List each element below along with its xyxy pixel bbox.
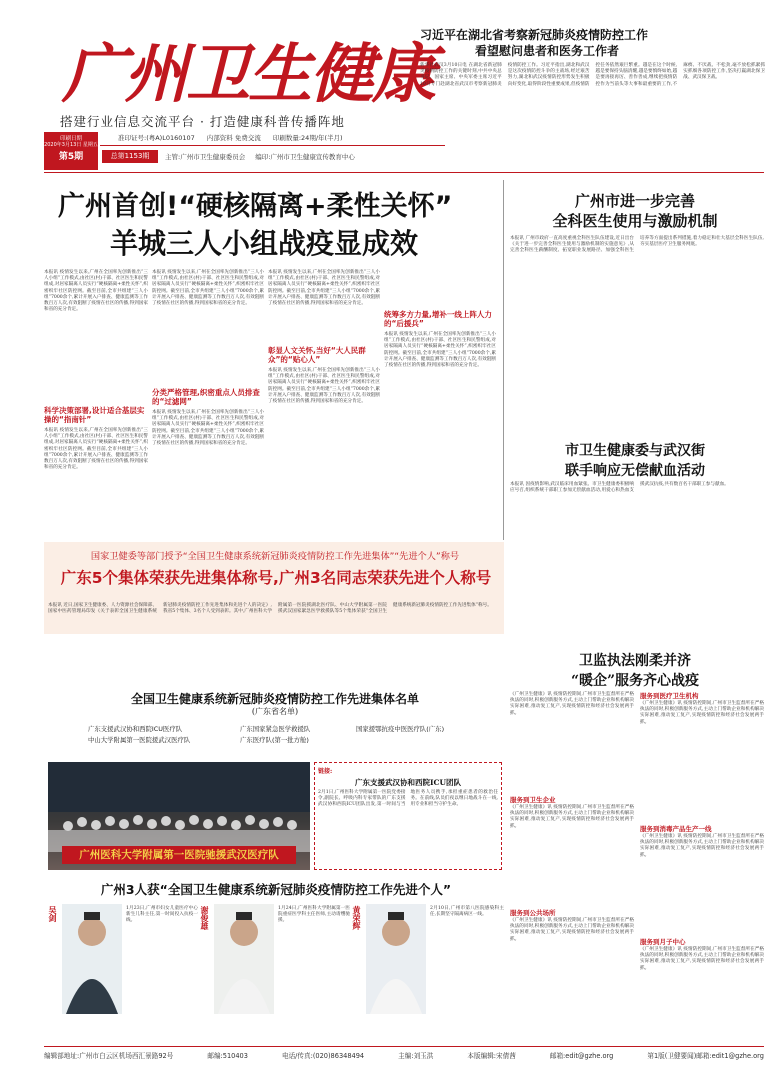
person-card <box>352 902 504 1018</box>
right3-columns <box>510 692 764 1032</box>
right3-label: 服务到卫生企业 <box>510 796 556 804</box>
person-bio: 1月24日,广州医科大学附属第一医院重症医学科主任医师,主动请缨驰援。 <box>278 906 350 924</box>
group-item: 中山大学附属第一医院援武汉医疗队 <box>88 736 191 744</box>
right3-label: 服务到医疗卫生机构 <box>640 692 699 700</box>
person-photo <box>62 904 122 1014</box>
total-issue-badge: 总第1153期 <box>102 150 158 163</box>
footer <box>44 1050 764 1064</box>
lead-body-3: 本报讯 疫情发生以来,广州在全国率先创新推出“三人小组”工作模式,由社区(村)干部、社区医生和民警组成,对居家隔离人员实行“硬核隔离+柔性关怀”,织密织牢社区防控网。截至目前,全市共组建“三人小组”7000余个,累计开展入户排查、健康监测等工作数百万人次,有效阻断了疫情在社区的传播,得到国家和省的充分肯定。 <box>268 270 380 307</box>
lead-body-1: 本报讯 疫情发生以来,广州在全国率先创新推出“三人小组”工作模式,由社区(村)干部、社区医生和民警组成,对居家隔离人员实行“硬核隔离+柔性关怀”,织密织牢社区防控网。截至目前,全市共组建“三人小组”7000余个,累计开展入户排查、健康监测等工作数百万人次,有效阻断了疫情在社区的传播,得到国家和省的充分肯定。 <box>44 270 148 313</box>
masthead-meta-row <box>118 133 443 142</box>
right3-label: 服务到公共场所 <box>510 909 556 917</box>
footer-email: 邮箱:edit@gzhe.org <box>549 1052 614 1060</box>
person-name: 吴剑 <box>48 906 58 922</box>
lead-col-1 <box>44 270 148 560</box>
right3-title-1: 卫监执法刚柔并济 <box>579 653 691 669</box>
footer-page: 第1版(卫健要闻)邮箱:edit1@gzhe.org <box>647 1052 764 1060</box>
groups-region: (广东省名单) <box>251 707 299 716</box>
right3-body-b: 《广州卫生健康》讯 疫情防控期间,广州市卫生监督所在严格执法的同时,积极创新服务方式,主动上门帮助企业和机构解决实际困难,推动复工复产,实现疫情防控和经济社会发展两手抓。 <box>510 805 634 829</box>
right3-body-c: 《广州卫生健康》讯 疫情防控期间,广州市卫生监督所在严格执法的同时,积极创新服务方式,主动上门帮助企业和机构解决实际困难,推动复工复产,实现疫情防控和经济社会发展两手抓。 <box>510 918 634 942</box>
link-label: 链接: <box>318 768 333 775</box>
lead-col-4 <box>384 270 496 560</box>
footer-editor: 本版编辑:宋倩茜 <box>467 1052 516 1060</box>
group-item: 广东医疗队(第一批方舱) <box>240 736 309 744</box>
right1-title-2: 全科医生使用与激励机制 <box>552 212 718 230</box>
person-photo <box>214 904 274 1014</box>
groups-list <box>60 724 500 754</box>
lead-sub-3: 彰显人文关怀,当好“大人民群众”的“贴心人” <box>268 346 366 364</box>
lead-body-1b: 本报讯 疫情发生以来,广州在全国率先创新推出“三人小组”工作模式,由社区(村)干部、社区医生和民警组成,对居家隔离人员实行“硬核隔离+柔性关怀”,织密织牢社区防控网。截至目前,全市共组建“三人小组”7000余个,累计开展入户排查、健康监测等工作数百万人次,有效阻断了疫情在社区的传播,得到国家和省的充分肯定。 <box>44 428 148 471</box>
person-bio: 1月23日,广州市妇女儿童医疗中心新生儿科主任,第一时间投入抗疫一线。 <box>126 906 198 924</box>
logo-text: 广州卫生健康 <box>62 37 434 112</box>
header-divider <box>44 172 764 173</box>
masthead-rule <box>100 145 445 146</box>
host: 主管:广州市卫生健康委员会 <box>165 153 246 161</box>
lead-sub-1: 科学决策部署,设计适合基层实操的“指南针” <box>44 406 145 424</box>
masthead-logo <box>60 28 434 112</box>
footer-chief: 主编:刘玉洪 <box>398 1052 434 1060</box>
groups-title: 全国卫生健康系统新冠肺炎疫情防控工作先进集体名单 <box>130 692 419 706</box>
lead-body-4: 本报讯 疫情发生以来,广州在全国率先创新推出“三人小组”工作模式,由社区(村)干部、社区医生和民警组成,对居家隔离人员实行“硬核隔离+柔性关怀”,织密织牢社区防控网。截至目前,全市共组建“三人小组”7000余个,累计开展入户排查、健康监测等工作数百万人次,有效阻断了疫情在社区的传播,得到国家和省的充分肯定。 <box>384 332 496 369</box>
persons-title: 广州3人获“全国卫生健康系统新冠肺炎疫情防控工作先进个人” <box>100 882 452 897</box>
editor-unit: 编印:广州市卫生健康宣传教育中心 <box>255 153 355 161</box>
right3-body-a: 《广州卫生健康》讯 疫情防控期间,广州市卫生监督所在严格执法的同时,积极创新服务方式,主动上门帮助企业和机构解决实际困难,推动复工复产,实现疫情防控和经济社会发展两手抓。 <box>510 692 634 716</box>
group-item: 广东支援武汉协和西院ICU医疗队 <box>88 725 183 733</box>
right2-title-1: 市卫生健康委与武汉街 <box>565 443 705 459</box>
group-item: 国家援鄂抗疫中医医疗队(广东) <box>356 725 445 733</box>
lead-title-2: 羊城三人小组战疫显成效 <box>110 227 419 260</box>
lead-sub-2: 分类严格管理,织密重点人员排查的“过滤网” <box>152 388 260 406</box>
person-card <box>200 902 350 1018</box>
issue-date-label: 印刷日期 <box>59 136 82 142</box>
team-banner: 广州医科大学附属第一医院驰援武汉医疗队 <box>62 846 296 864</box>
lead-col-3 <box>268 270 380 560</box>
honor-body: 本报讯 近日,国家卫生健康委、人力资源社会保障部、国家中医药管理局印发《关于表彰全国卫生健康系统新冠肺炎疫情防控工作先进集体和先进个人的决定》,我省5个集体、3名个人受到表彰。其中,广州医科大学附属第一医院援湖北医疗队、中山大学附属第一医院援武汉国家紧急医学救援队等5个集体荣获“全国卫生健康系统新冠肺炎疫情防控工作先进集体”称号。 <box>48 603 492 615</box>
link-box <box>314 762 502 870</box>
lead-body-2: 本报讯 疫情发生以来,广州在全国率先创新推出“三人小组”工作模式,由社区(村)干部、社区医生和民警组成,对居家隔离人员实行“硬核隔离+柔性关怀”,织密织牢社区防控网。截至目前,全市共组建“三人小组”7000余个,累计开展入户排查、健康监测等工作数百万人次,有效阻断了疫情在社区的传播,得到国家和省的充分肯定。 <box>152 270 264 307</box>
person-name: 黄荣辉 <box>352 906 362 930</box>
person-photo <box>366 904 426 1014</box>
internal-note: 内部资料 免费交流 <box>206 134 261 142</box>
right2-body: 本报讯 因疫情影响,武汉临床用血紧张。市卫生健康委积极响应号召,组织系统干部职工参加无偿献血活动,用爱心和热血支援武汉抗疫,共有数百名干部职工参与献血。 <box>510 482 729 494</box>
masthead-slogan: 搭建行业信息交流平台 · 打造健康科普传播阵地 <box>60 114 345 129</box>
issue-box <box>44 132 98 170</box>
footer-zip: 邮编:510403 <box>207 1052 248 1060</box>
lead-sub-4: 统筹多方力量,增补一线上阵人力的“后援兵” <box>384 310 492 328</box>
right1-title-1: 广州市进一步完善 <box>574 192 695 210</box>
right3-body-e: 《广州卫生健康》讯 疫情防控期间,广州市卫生监督所在严格执法的同时,积极创新服务方式,主动上门帮助企业和机构解决实际困难,推动复工复产,实现疫情防控和经济社会发展两手抓。 <box>640 834 764 858</box>
person-card <box>48 902 198 1018</box>
col-divider <box>503 180 504 540</box>
person-bio: 2月10日,广州市第八医院感染科主任,长期坚守隔离病区一线。 <box>430 906 504 918</box>
right3-body-f: 《广州卫生健康》讯 疫情防控期间,广州市卫生监督所在严格执法的同时,积极创新服务方式,主动上门帮助企业和机构解决实际困难,推动复工复产,实现疫情防控和经济社会发展两手抓。 <box>640 947 764 971</box>
right3-title-2: “暖企”服务齐心战疫 <box>570 673 700 689</box>
person-name: 谢俊雄 <box>200 906 210 930</box>
xi-subtitle: 看望慰问患者和医务工作者 <box>475 44 620 58</box>
link-title: 广东支援武汉协和西院ICU团队 <box>354 778 462 787</box>
right3-col-left <box>510 692 634 1032</box>
person-avatar <box>62 904 122 1014</box>
logo-calligraphy <box>60 28 434 112</box>
team-photo <box>48 762 310 870</box>
print-run: 印刷数量:24期/年(半月) <box>272 134 343 142</box>
permit-number: 准印证号:(粤A)L0160107 <box>118 134 195 142</box>
xi-body: 新华社武汉3月10日电 在湖北省新冠肺炎疫情防控工作的关键时刻,中共中央总书记、国家主席、中央军委主席习近平10日专门赴湖北省武汉市考察新冠肺炎疫情防控工作。习近平指出,湖北和武汉是这次疫情防控斗争的主战场,经过艰苦努力,湖北和武汉疫情防控形势发生积极向好变化,取得阶段性重要成果,但疫情防控任务依然艰巨繁重。越是在这个时候,越是要保持头脑清醒,越是要慎终如始,越是要再接再厉、善作善成,继续把疫情防控作为当前头等大事和最重要的工作,不麻痹、不厌战、不松劲,毫不放松抓紧抓实抓细各项防控工作,坚决打赢湖北保卫战、武汉保卫战。 <box>420 63 765 87</box>
lead-title-1: 广州首创!“硬核隔离+柔性关怀” <box>58 191 453 222</box>
footer-tel: 电话/传真:(020)86348494 <box>282 1052 365 1060</box>
honor-title: 广东5个集体荣获先进集体称号,广州3名同志荣获先进个人称号 <box>60 569 492 587</box>
issue-date: 2020年3月13日 星期五 <box>44 142 98 148</box>
lead-col-2 <box>152 270 264 560</box>
lead-body-3b: 本报讯 疫情发生以来,广州在全国率先创新推出“三人小组”工作模式,由社区(村)干部、社区医生和民警组成,对居家隔离人员实行“硬核隔离+柔性关怀”,织密织牢社区防控网。截至目前,全市共组建“三人小组”7000余个,累计开展入户排查、健康监测等工作数百万人次,有效阻断了疫情在社区的传播,得到国家和省的充分肯定。 <box>268 368 380 405</box>
person-avatar <box>366 904 426 1014</box>
right3-label: 服务到月子中心 <box>640 938 686 946</box>
footer-rule <box>44 1046 764 1047</box>
right2-title-2: 联手响应无偿献血活动 <box>565 463 705 479</box>
group-item: 广东国家紧急医学救援队 <box>240 725 311 733</box>
masthead-host-row <box>165 152 450 161</box>
lead-body-2b: 本报讯 疫情发生以来,广州在全国率先创新推出“三人小组”工作模式,由社区(村)干部、社区医生和民警组成,对居家隔离人员实行“硬核隔离+柔性关怀”,织密织牢社区防控网。截至目前,全市共组建“三人小组”7000余个,累计开展入户排查、健康监测等工作数百万人次,有效阻断了疫情在社区的传播,得到国家和省的充分肯定。 <box>152 410 264 447</box>
xi-title: 习近平在湖北省考察新冠肺炎疫情防控工作 <box>420 28 649 42</box>
footer-address: 编辑部地址:广州市白云区机场西汇景路92号 <box>44 1052 174 1060</box>
right1-body: 本报讯 广州市政府一直高度重视全科医生队伍建设,近日出台《关于进一步完善全科医生使用与激励机制的实施意见》,从完善全科医生薪酬制度、拓宽职业发展路径、加强全科医生培养等方面提出系列措施,着力稳定和壮大基层全科医生队伍,夯实基层医疗卫生服务网底。 <box>510 236 764 254</box>
right3-label: 服务到消毒产品生产一线 <box>640 825 712 833</box>
honor-pretitle: 国家卫健委等部门授予“全国卫生健康系统新冠肺炎疫情防控工作先进集体”“先进个人”称号 <box>90 551 460 562</box>
issue-no: 第5期 <box>58 152 84 162</box>
right3-body-d: 《广州卫生健康》讯 疫情防控期间,广州市卫生监督所在严格执法的同时,积极创新服务方式,主动上门帮助企业和机构解决实际困难,推动复工复产,实现疫情防控和经济社会发展两手抓。 <box>640 701 764 725</box>
link-body: 2月1日,广州医科大学附属第一医院党委接令,副院长、呼吸内科专家带队的广东支援武汉协和西院ICU团队出发,第一时间与当地医务人员携手,承担重症患者的救治任务。在前线,队员们夜以继日地战斗在一线,用专业和担当守护生命。 <box>318 790 498 808</box>
right3-col-right <box>640 692 764 1032</box>
person-avatar <box>214 904 274 1014</box>
